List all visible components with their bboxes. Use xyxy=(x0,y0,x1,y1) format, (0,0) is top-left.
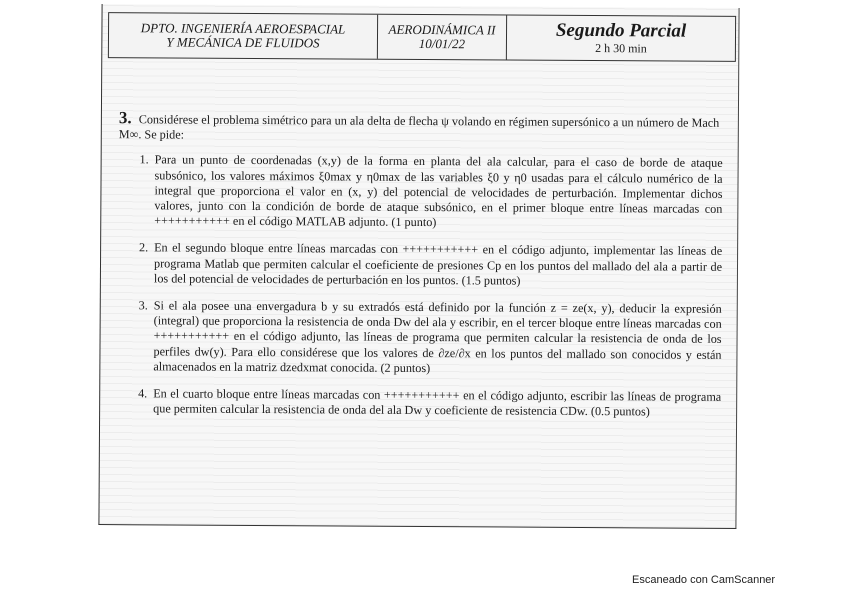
exam-title-cell xyxy=(507,16,735,61)
item-number: 1. xyxy=(139,152,149,167)
list-item xyxy=(117,386,721,420)
problem-intro xyxy=(119,110,723,146)
department-line-2: Y MECÁNICA DE FLUIDOS xyxy=(166,34,320,51)
department-line-1: DPTO. INGENIERÍA AEROESPACIAL xyxy=(140,20,346,37)
problem-number: 3. xyxy=(118,108,132,128)
department-cell xyxy=(109,13,378,59)
item-text: En el segundo bloque entre líneas marcadas con +++++++++++ en el código adjunto, implementar las líneas de programa Matlab que permiten calcular el coeficiente de presiones Cp en los puntos del mallado del ala a partir de los del potencial de velocidades de perturbación en los puntos. (1.5 puntos) xyxy=(153,240,723,288)
exam-header xyxy=(108,12,736,62)
list-item xyxy=(118,153,722,233)
problem-statement: Considérese el problema simétrico para un ala delta de flecha ψ volando en régimen supersónico a un número de Mach M∞. Se pide: xyxy=(118,112,720,142)
list-item xyxy=(118,241,722,290)
item-text: Para un punto de coordenadas (x,y) de la forma en planta del ala calcular, para el caso de borde de ataque subsónico, los valores máximos ξ0max y η0max de las variables ξ0 y η0 usadas para el cálculo numérico de la integral que proporciona el valor en (x, y) del potencial de velocidades de perturbación. Implementar dichos valores, junto con la condición de borde de ataque subsónico, en el primer bloque entre líneas marcadas con +++++++++++ en el código MATLAB adjunto. (1 punto) xyxy=(154,152,723,230)
exam-duration: 2 h 30 min xyxy=(595,41,647,56)
item-number: 3. xyxy=(138,298,148,313)
list-item xyxy=(117,298,721,378)
course-name: AERODINÁMICA II xyxy=(388,21,496,38)
item-text: Si el ala posee una envergadura b y su extradós está definido por la función z = ze(x, y), deducir la expresión (integral) que proporciona la resistencia de onda Dw del ala y escribir, en el tercer bloque entre líneas marcadas con +++++++++++ en el código adjunto, las líneas de programa que permiten calcular la resistencia de onda de los perfiles dw(y). Para ello considérese que los valores de ∂ze/∂x en los puntos del mallado son conocidos y están almacenados en la matriz dzedxmat conocida. (2 puntos) xyxy=(153,298,722,375)
exam-date: 10/01/22 xyxy=(418,35,466,52)
problem-section xyxy=(117,110,723,432)
item-text: En el cuarto bloque entre líneas marcadas con +++++++++++ en el código adjunto, escribir las líneas de programa que permiten calcular la resistencia de onda del ala Dw y coeficiente de resistencia CDw. (0.5 puntos) xyxy=(153,386,722,419)
exam-title: Segundo Parcial xyxy=(555,19,687,42)
item-number: 2. xyxy=(138,240,149,255)
course-cell xyxy=(378,15,507,60)
item-number: 4. xyxy=(138,386,148,401)
scanner-watermark: Escaneado con CamScanner xyxy=(632,574,776,586)
